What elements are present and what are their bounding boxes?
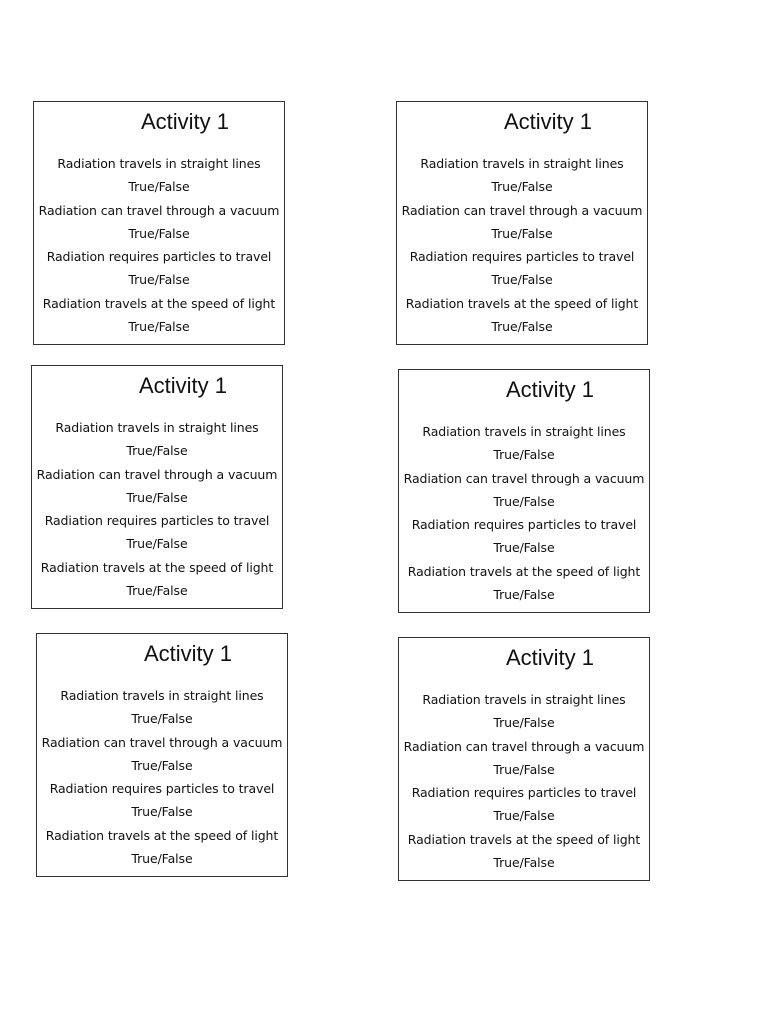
true-false-option: True/False [128,179,190,195]
card-title: Activity 1 [138,373,228,398]
true-false-option: True/False [491,225,553,241]
statement-line: Radiation travels at the speed of light [42,295,276,311]
activity-card [31,365,283,609]
statement-line: Radiation requires particles to travel [46,249,272,265]
statement-line: Radiation can travel through a vacuum [36,466,278,482]
true-false-option: True/False [493,855,555,871]
true-false-option: True/False [131,804,193,820]
statement-line: Radiation travels at the speed of light [407,831,641,847]
activity-card [398,637,650,881]
statement-line: Radiation can travel through a vacuum [401,202,643,218]
true-false-option: True/False [493,808,555,824]
statement-line: Radiation can travel through a vacuum [41,734,283,750]
statement-line: Radiation can travel through a vacuum [38,202,280,218]
card-title: Activity 1 [140,109,230,134]
true-false-option: True/False [126,443,188,459]
statement-line: Radiation travels in straight lines [420,156,624,171]
statement-line: Radiation requires particles to travel [44,513,270,529]
true-false-option: True/False [128,272,190,288]
true-false-option: True/False [126,583,188,599]
true-false-option: True/False [491,319,553,335]
activity-card [396,101,648,345]
statement-line: Radiation travels at the speed of light [45,827,279,843]
card-title: Activity 1 [505,645,595,670]
true-false-option: True/False [493,493,555,509]
statement-line: Radiation requires particles to travel [49,781,275,797]
true-false-option: True/False [491,272,553,288]
true-false-option: True/False [493,540,555,556]
activity-card [398,369,650,613]
true-false-option: True/False [128,225,190,241]
card-body [399,688,649,874]
statement-line: Radiation travels in straight lines [422,424,626,439]
card-title: Activity 1 [503,109,593,134]
statement-line: Radiation travels in straight lines [57,156,261,171]
statement-line: Radiation travels at the speed of light [405,295,639,311]
card-body [34,152,284,338]
true-false-option: True/False [131,711,193,727]
card-body [399,420,649,606]
true-false-option: True/False [493,761,555,777]
card-body [397,152,647,338]
statement-line: Radiation travels at the speed of light [407,563,641,579]
true-false-option: True/False [126,489,188,505]
true-false-option: True/False [491,179,553,195]
statement-line: Radiation can travel through a vacuum [403,738,645,754]
statement-line: Radiation requires particles to travel [411,785,637,801]
true-false-option: True/False [493,447,555,463]
statement-line: Radiation can travel through a vacuum [403,470,645,486]
true-false-option: True/False [128,319,190,335]
statement-line: Radiation travels in straight lines [422,692,626,707]
activity-card [36,633,288,877]
true-false-option: True/False [126,536,188,552]
statement-line: Radiation requires particles to travel [409,249,635,265]
statement-line: Radiation requires particles to travel [411,517,637,533]
true-false-option: True/False [493,715,555,731]
card-body [32,416,282,602]
true-false-option: True/False [131,757,193,773]
true-false-option: True/False [131,851,193,867]
statement-line: Radiation travels in straight lines [60,688,264,703]
statement-line: Radiation travels in straight lines [55,420,259,435]
statement-line: Radiation travels at the speed of light [40,559,274,575]
card-title: Activity 1 [143,641,233,666]
activity-card [33,101,285,345]
true-false-option: True/False [493,587,555,603]
card-title: Activity 1 [505,377,595,402]
card-body [37,684,287,870]
